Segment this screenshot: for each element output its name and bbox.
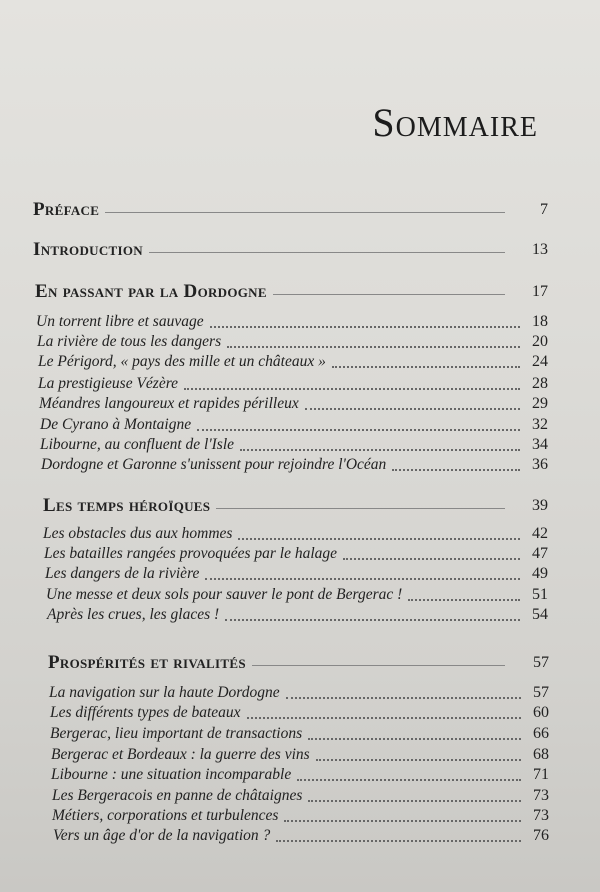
section-title: Après les crues, les glaces ! bbox=[47, 606, 220, 623]
section-title: Méandres langoureux et rapides périlleux bbox=[39, 395, 299, 412]
page-number: 66 bbox=[533, 725, 549, 742]
page-number: 76 bbox=[533, 827, 549, 844]
page-title: Sommaire bbox=[372, 99, 538, 145]
leader-dots bbox=[276, 840, 521, 842]
section-title: Les batailles rangées provoquées par le halage bbox=[44, 545, 338, 562]
leader-dots bbox=[225, 619, 520, 621]
section-title: De Cyrano à Montaigne bbox=[40, 416, 192, 433]
page-number: 17 bbox=[532, 283, 548, 300]
leader-dots bbox=[286, 697, 521, 699]
page-number: 34 bbox=[532, 436, 548, 453]
leader-dots bbox=[343, 558, 520, 560]
leader-dots bbox=[308, 800, 521, 802]
toc-section-row bbox=[0, 603, 600, 627]
leader-dots bbox=[184, 388, 520, 390]
leader-dots bbox=[210, 326, 520, 328]
section-title: Libourne, au confluent de l'Isle bbox=[40, 436, 235, 453]
page-number: 13 bbox=[532, 241, 548, 258]
page-number: 54 bbox=[532, 606, 548, 623]
leader-dots bbox=[205, 578, 520, 580]
chapter-title: Les temps héroïques bbox=[43, 495, 211, 516]
chapter-title: Préface bbox=[33, 199, 100, 220]
page-number: 32 bbox=[532, 416, 548, 433]
leader-rule bbox=[105, 212, 505, 213]
page-number: 73 bbox=[533, 807, 549, 824]
leader-dots bbox=[240, 449, 520, 451]
page-number: 42 bbox=[532, 525, 548, 542]
page-number: 20 bbox=[532, 333, 548, 350]
page-number: 60 bbox=[533, 704, 549, 721]
page-number: 47 bbox=[532, 545, 548, 562]
page-number: 49 bbox=[532, 565, 548, 582]
section-title: Les différents types de bateaux bbox=[50, 704, 241, 721]
section-title: Libourne : une situation incomparable bbox=[51, 766, 292, 783]
page-number: 29 bbox=[532, 395, 548, 412]
section-title: Les Bergeracois en panne de châtaignes bbox=[52, 787, 303, 804]
leader-dots bbox=[247, 717, 521, 719]
toc-section-row bbox=[0, 350, 600, 374]
page-number: 57 bbox=[533, 684, 549, 701]
chapter-title: Introduction bbox=[33, 239, 143, 260]
leader-dots bbox=[197, 429, 520, 431]
page-number: 68 bbox=[533, 746, 549, 763]
page-number: 73 bbox=[533, 787, 549, 804]
page-number: 36 bbox=[532, 456, 548, 473]
leader-dots bbox=[332, 366, 520, 368]
section-title: La prestigieuse Vézère bbox=[38, 375, 179, 392]
leader-dots bbox=[227, 346, 520, 348]
toc-chapter-row bbox=[0, 651, 600, 675]
section-title: La rivière de tous les dangers bbox=[37, 333, 222, 350]
page-number: 57 bbox=[533, 654, 549, 671]
page-number: 24 bbox=[532, 353, 548, 370]
leader-rule bbox=[252, 665, 505, 666]
chapter-title: En passant par la Dordogne bbox=[35, 281, 267, 302]
section-title: Une messe et deux sols pour sauver le pont de Bergerac ! bbox=[46, 586, 403, 603]
section-title: La navigation sur la haute Dordogne bbox=[49, 684, 280, 701]
section-title: Vers un âge d'or de la navigation ? bbox=[53, 827, 271, 844]
leader-dots bbox=[408, 599, 520, 601]
section-title: Métiers, corporations et turbulences bbox=[52, 807, 279, 824]
leader-dots bbox=[392, 469, 520, 471]
leader-dots bbox=[238, 538, 520, 540]
page-number: 7 bbox=[540, 201, 548, 218]
toc-section-row bbox=[0, 453, 600, 477]
page-number: 18 bbox=[532, 313, 548, 330]
section-title: Les dangers de la rivière bbox=[45, 565, 200, 582]
section-title: Dordogne et Garonne s'unissent pour rejoindre l'Océan bbox=[41, 456, 387, 473]
toc-chapter-row bbox=[0, 280, 600, 304]
section-title: Les obstacles dus aux hommes bbox=[43, 525, 233, 542]
chapter-title: Prospérités et rivalités bbox=[48, 652, 246, 673]
leader-dots bbox=[316, 759, 521, 761]
leader-dots bbox=[305, 408, 520, 410]
page-number: 51 bbox=[532, 586, 548, 603]
leader-rule bbox=[216, 508, 505, 509]
toc-chapter-row bbox=[0, 198, 600, 222]
leader-rule bbox=[273, 294, 505, 295]
section-title: Bergerac et Bordeaux : la guerre des vins bbox=[51, 746, 310, 763]
leader-dots bbox=[297, 779, 521, 781]
section-title: Un torrent libre et sauvage bbox=[36, 313, 204, 330]
page-number: 71 bbox=[533, 766, 549, 783]
toc-chapter-row bbox=[0, 238, 600, 262]
toc-chapter-row bbox=[0, 494, 600, 518]
toc-section-row bbox=[0, 824, 600, 848]
leader-dots bbox=[308, 738, 521, 740]
leader-dots bbox=[284, 820, 521, 822]
page-number: 28 bbox=[532, 375, 548, 392]
leader-rule bbox=[149, 252, 505, 253]
page-number: 39 bbox=[532, 497, 548, 514]
section-title: Le Périgord, « pays des mille et un châteaux » bbox=[38, 353, 326, 370]
section-title: Bergerac, lieu important de transactions bbox=[50, 725, 303, 742]
